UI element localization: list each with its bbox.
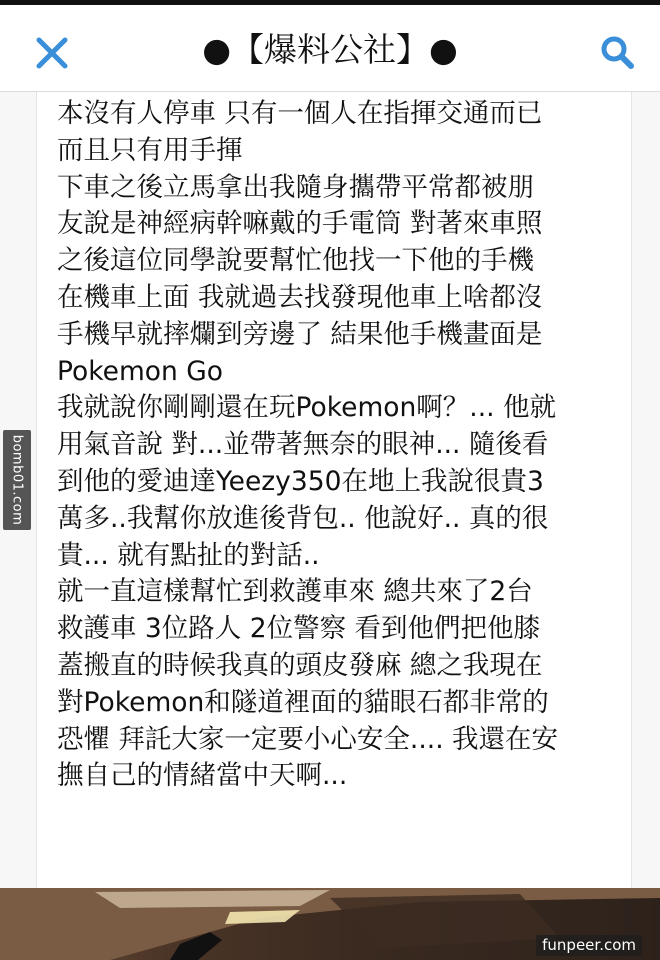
search-button[interactable] — [596, 31, 640, 75]
close-icon — [30, 31, 74, 75]
post-text: 本沒有人停車 只有一個人在指揮交通而已 而且只有用手揮 下車之後立馬拿出我隨身攜帶平常都被朋 友說是神經病幹嘛戴的手電筒 對著來車照 之後這位同學說要幫忙他找一下他的手機 在機車上面 我就過去找發現他車上啥都沒 手機早就摔爛到旁邊了 結果他手機畫面是 Pokemon Go 我就說你剛剛還在玩Pokemon啊？... 他就 用氣音說 對...並帶著無奈的眼神... 隨後看 到他的愛迪達Yeezy350在地上我說很貴3 萬多..我幫你放進後背包.. 他說好.. 真的很 貴... 就有點扯的對話.. 就一直這樣幫忙到救護車來 總共來了2台 救護車 3位路人 2位警察 看到他們把他膝 蓋搬直的時候我真的頭皮發麻 總之我現在 對Pokemon和隧道裡面的貓眼石都非常的 恐懼 拜託大家一定要小心安全.... 我還在安 撫自己的情緒當中天啊... — [57, 98, 559, 792]
top-bar — [0, 0, 660, 92]
search-icon — [596, 31, 640, 75]
post-photo — [0, 888, 660, 960]
side-watermark-text: bomb01.com — [9, 434, 25, 526]
post-content — [36, 92, 632, 888]
side-watermark — [3, 430, 31, 530]
page-title: ●【爆料公社】● — [202, 30, 458, 69]
corner-watermark: funpeer.com — [536, 935, 642, 956]
close-button[interactable] — [30, 31, 74, 75]
